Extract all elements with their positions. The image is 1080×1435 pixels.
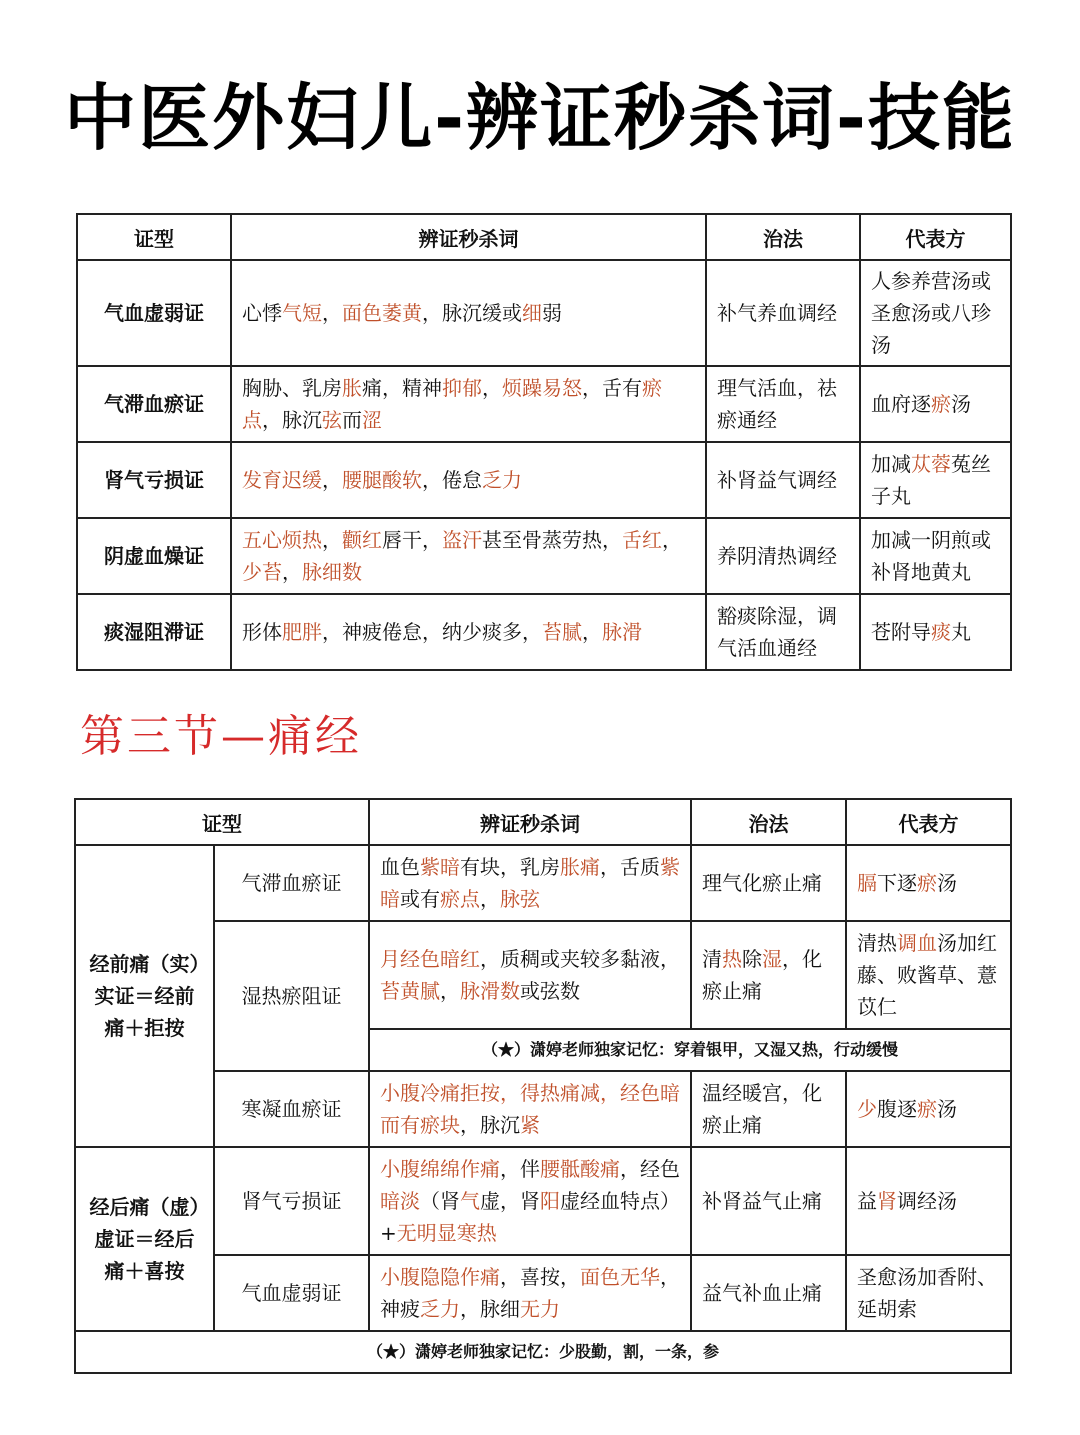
method-cell	[691, 1255, 846, 1331]
keyword-text: 除	[742, 947, 762, 971]
memory-note: （★）潇婷老师独家记忆：穿着银甲，又湿又热，行动缓慢	[369, 1029, 1011, 1071]
method-cell: 补肾益气调经	[706, 442, 860, 518]
keyword-highlight: 小腹绵绵作痛	[380, 1157, 500, 1181]
keywords-cell	[369, 845, 691, 921]
keyword-highlight: 瘀点	[440, 887, 480, 911]
keyword-highlight: 烦躁易怒	[502, 376, 582, 400]
keyword-text: 苍附导	[871, 620, 931, 644]
keyword-highlight: 无力	[520, 1297, 560, 1321]
keyword-highlight: 脉滑数	[460, 979, 520, 1003]
keyword-highlight: 小腹冷痛拒按，得热痛减，经色暗而有瘀块	[380, 1081, 680, 1137]
table-row	[75, 921, 1011, 1029]
keyword-text: 圣愈汤加香附、延胡索	[857, 1265, 997, 1321]
keyword-text: 加减	[871, 452, 911, 476]
keyword-highlight: 阳	[540, 1189, 560, 1213]
header-type: 证型	[75, 799, 369, 845]
keyword-text: 汤	[937, 1097, 957, 1121]
syndrome-type: 气滞血瘀证	[77, 366, 231, 442]
header-method: 治法	[706, 214, 860, 260]
keyword-text: 清	[702, 947, 722, 971]
syndrome-subtype: 气滞血瘀证	[214, 845, 369, 921]
method-cell	[691, 921, 846, 1029]
keyword-highlight: 月经色暗红	[380, 947, 480, 971]
table-row	[77, 442, 1011, 518]
formula-cell	[846, 845, 1011, 921]
keyword-text: 而	[342, 408, 362, 432]
keyword-highlight: 面色无华	[580, 1265, 660, 1289]
formula-cell	[860, 518, 1011, 594]
keyword-highlight: 气短	[282, 301, 322, 325]
keyword-text: ，神疲	[380, 1265, 680, 1321]
keyword-text: ，	[662, 528, 682, 552]
keyword-text: ，	[282, 560, 302, 584]
keyword-text: 心悸	[242, 301, 282, 325]
syndrome-type: 气血虚弱证	[77, 260, 231, 366]
formula-cell	[860, 594, 1011, 670]
syndrome-type: 阴虚血燥证	[77, 518, 231, 594]
keyword-text: 加减一阴煎或补肾地黄丸	[871, 528, 991, 584]
keywords-cell	[369, 1071, 691, 1147]
method-cell: 养阴清热调经	[706, 518, 860, 594]
keyword-highlight: 发育迟缓	[242, 468, 322, 492]
formula-cell	[846, 1255, 1011, 1331]
keyword-text: 或有	[400, 887, 440, 911]
keyword-text: 有块，乳房	[460, 855, 560, 879]
keyword-highlight: 盗汗	[442, 528, 482, 552]
keyword-highlight: 苔黄腻	[380, 979, 440, 1003]
keyword-highlight: 苁蓉	[911, 452, 951, 476]
keywords-cell	[231, 518, 706, 594]
keyword-highlight: 膈	[857, 871, 877, 895]
keyword-text: 温经暖宫，化瘀止痛	[702, 1081, 822, 1137]
keyword-highlight: 少苔	[242, 560, 282, 584]
keywords-cell	[369, 1255, 691, 1331]
method-cell	[691, 1071, 846, 1147]
syndrome-subtype: 湿热瘀阻证	[214, 921, 369, 1071]
bottom-memory-note: （★）潇婷老师独家记忆：少股勤，割，一条，参	[75, 1331, 1011, 1373]
header-formula: 代表方	[860, 214, 1011, 260]
keyword-highlight: 肥胖	[282, 620, 322, 644]
keyword-highlight: 抑郁	[442, 376, 482, 400]
method-cell: 补气养血调经	[706, 260, 860, 366]
header-keywords: 辨证秒杀词	[369, 799, 691, 845]
keyword-highlight: 苔腻	[542, 620, 582, 644]
keyword-text: 腹逐	[877, 1097, 917, 1121]
keyword-highlight: 肾	[877, 1189, 897, 1213]
keyword-text: 益	[857, 1189, 877, 1213]
keyword-text: 形体	[242, 620, 282, 644]
method-cell	[691, 845, 846, 921]
keyword-text: ，质稠或夹较多黏液，	[480, 947, 680, 971]
keyword-highlight: 腰骶酸痛	[540, 1157, 620, 1181]
table-row	[75, 1071, 1011, 1147]
group-premenstrual: 经前痛（实）实证＝经前痛＋拒按	[75, 845, 214, 1147]
keyword-highlight: 调血	[897, 931, 937, 955]
table-header-row	[77, 214, 1011, 260]
keyword-text: 虚经血特点）+	[380, 1189, 680, 1245]
keyword-highlight: 瘀	[917, 1097, 937, 1121]
keyword-text: ，	[482, 376, 502, 400]
keyword-highlight: 涩	[362, 408, 382, 432]
keyword-highlight: 瘀点	[242, 376, 662, 432]
keyword-text: 菟丝子丸	[871, 452, 991, 508]
keyword-text: 清热	[857, 931, 897, 955]
method-cell	[691, 1147, 846, 1255]
keyword-text: ，舌质	[600, 855, 660, 879]
keyword-highlight: 五心烦热	[242, 528, 322, 552]
keyword-text: 血色	[380, 855, 420, 879]
keyword-highlight: 脉滑	[602, 620, 642, 644]
keyword-text: 痛，精神	[362, 376, 442, 400]
keyword-highlight: 紫暗	[380, 855, 680, 911]
keyword-text: 唇干，	[382, 528, 442, 552]
keyword-text: 理气化瘀止痛	[702, 871, 822, 895]
table-row	[75, 1147, 1011, 1255]
keyword-text: ，	[322, 468, 342, 492]
keyword-highlight: 乏力	[420, 1297, 460, 1321]
keyword-text: 汤	[951, 392, 971, 416]
keyword-highlight: 紫暗	[420, 855, 460, 879]
keyword-text: 丸	[951, 620, 971, 644]
keyword-highlight: 腰腿酸软	[342, 468, 422, 492]
formula-cell	[846, 921, 1011, 1029]
header-formula: 代表方	[846, 799, 1011, 845]
syndrome-subtype: 寒凝血瘀证	[214, 1071, 369, 1147]
keyword-text: ，	[322, 528, 342, 552]
keyword-highlight: 少	[857, 1097, 877, 1121]
keywords-cell	[369, 921, 691, 1029]
keyword-text: ，脉沉	[460, 1113, 520, 1137]
keyword-highlight: 紧	[520, 1113, 540, 1137]
keyword-text: ，脉细	[460, 1297, 520, 1321]
table-row	[77, 518, 1011, 594]
header-method: 治法	[691, 799, 846, 845]
table-row	[77, 366, 1011, 442]
keyword-text: 调经汤	[897, 1189, 957, 1213]
keyword-highlight: 热	[722, 947, 742, 971]
keyword-text: 血府逐	[871, 392, 931, 416]
method-cell: 理气活血，祛瘀通经	[706, 366, 860, 442]
keyword-highlight: 舌红	[622, 528, 662, 552]
formula-cell	[860, 366, 1011, 442]
syndrome-table-1	[76, 213, 1012, 671]
memory-note-row	[75, 1331, 1011, 1373]
header-type: 证型	[77, 214, 231, 260]
table-row	[77, 594, 1011, 670]
formula-cell	[860, 442, 1011, 518]
keyword-text: ，喜按，	[500, 1265, 580, 1289]
keyword-highlight: 湿	[762, 947, 782, 971]
keyword-text: ，脉沉	[262, 408, 322, 432]
keywords-cell	[369, 1147, 691, 1255]
table-header-row	[75, 799, 1011, 845]
header-keywords: 辨证秒杀词	[231, 214, 706, 260]
syndrome-subtype: 肾气亏损证	[214, 1147, 369, 1255]
keyword-highlight: 脉弦	[500, 887, 540, 911]
keyword-highlight: 胀	[342, 376, 362, 400]
keywords-cell	[231, 442, 706, 518]
keyword-text: 胸胁、乳房	[242, 376, 342, 400]
syndrome-subtype: 气血虚弱证	[214, 1255, 369, 1331]
keyword-text: ，	[582, 620, 602, 644]
keyword-highlight: 暗淡	[380, 1189, 420, 1213]
keywords-cell	[231, 366, 706, 442]
keyword-text: 弱	[542, 301, 562, 325]
group-postmenstrual: 经后痛（虚）虚证＝经后痛＋喜按	[75, 1147, 214, 1331]
keyword-highlight: 无明显寒热	[396, 1221, 497, 1245]
table-row	[75, 845, 1011, 921]
keywords-cell	[231, 594, 706, 670]
keywords-cell	[231, 260, 706, 366]
keyword-text: ，经色	[620, 1157, 680, 1181]
table-row	[77, 260, 1011, 366]
keyword-highlight: 瘀	[917, 871, 937, 895]
method-cell: 豁痰除湿，调气活血通经	[706, 594, 860, 670]
keyword-text: 汤	[937, 871, 957, 895]
keyword-highlight: 弦	[322, 408, 342, 432]
keyword-text: ，舌有	[582, 376, 642, 400]
table-row	[75, 1255, 1011, 1331]
keyword-text: 汤加红藤、败酱草、薏苡仁	[857, 931, 997, 1019]
keyword-text: ，倦怠	[422, 468, 482, 492]
keyword-highlight: 面色萎黄	[342, 301, 422, 325]
keyword-text: ，	[480, 887, 500, 911]
keyword-text: 补肾益气止痛	[702, 1189, 822, 1213]
keyword-highlight: 气	[460, 1189, 480, 1213]
keyword-highlight: 细	[522, 301, 542, 325]
syndrome-table-2	[74, 798, 1012, 1374]
keyword-text: 下逐	[877, 871, 917, 895]
keyword-highlight: 痰	[931, 620, 951, 644]
keyword-highlight: 颧红	[342, 528, 382, 552]
page-title: 中医外妇儿-辨证秒杀词-技能	[64, 76, 1016, 160]
keyword-text: 人参养营汤或圣愈汤或八珍汤	[871, 269, 991, 357]
keyword-text: 甚至骨蒸劳热，	[482, 528, 622, 552]
keyword-text: ，	[440, 979, 460, 1003]
keyword-text: （肾	[420, 1189, 460, 1213]
keyword-text: ，神疲倦怠，纳少痰多，	[322, 620, 542, 644]
formula-cell	[860, 260, 1011, 366]
keyword-text: 益气补血止痛	[702, 1281, 822, 1305]
formula-cell	[846, 1071, 1011, 1147]
keyword-highlight: 胀痛	[560, 855, 600, 879]
keyword-text: ，	[322, 301, 342, 325]
keyword-text: 或弦数	[520, 979, 580, 1003]
keyword-highlight: 瘀	[931, 392, 951, 416]
keyword-highlight: 脉细数	[302, 560, 362, 584]
keyword-text: 虚，肾	[480, 1189, 540, 1213]
keyword-text: ，伴	[500, 1157, 540, 1181]
keyword-text: ，脉沉缓或	[422, 301, 522, 325]
syndrome-type: 痰湿阻滞证	[77, 594, 231, 670]
keyword-highlight: 乏力	[482, 468, 522, 492]
formula-cell	[846, 1147, 1011, 1255]
section-title: 第三节—痛经	[80, 711, 362, 762]
keyword-text: ，化瘀止痛	[702, 947, 822, 1003]
syndrome-type: 肾气亏损证	[77, 442, 231, 518]
keyword-highlight: 小腹隐隐作痛	[380, 1265, 500, 1289]
